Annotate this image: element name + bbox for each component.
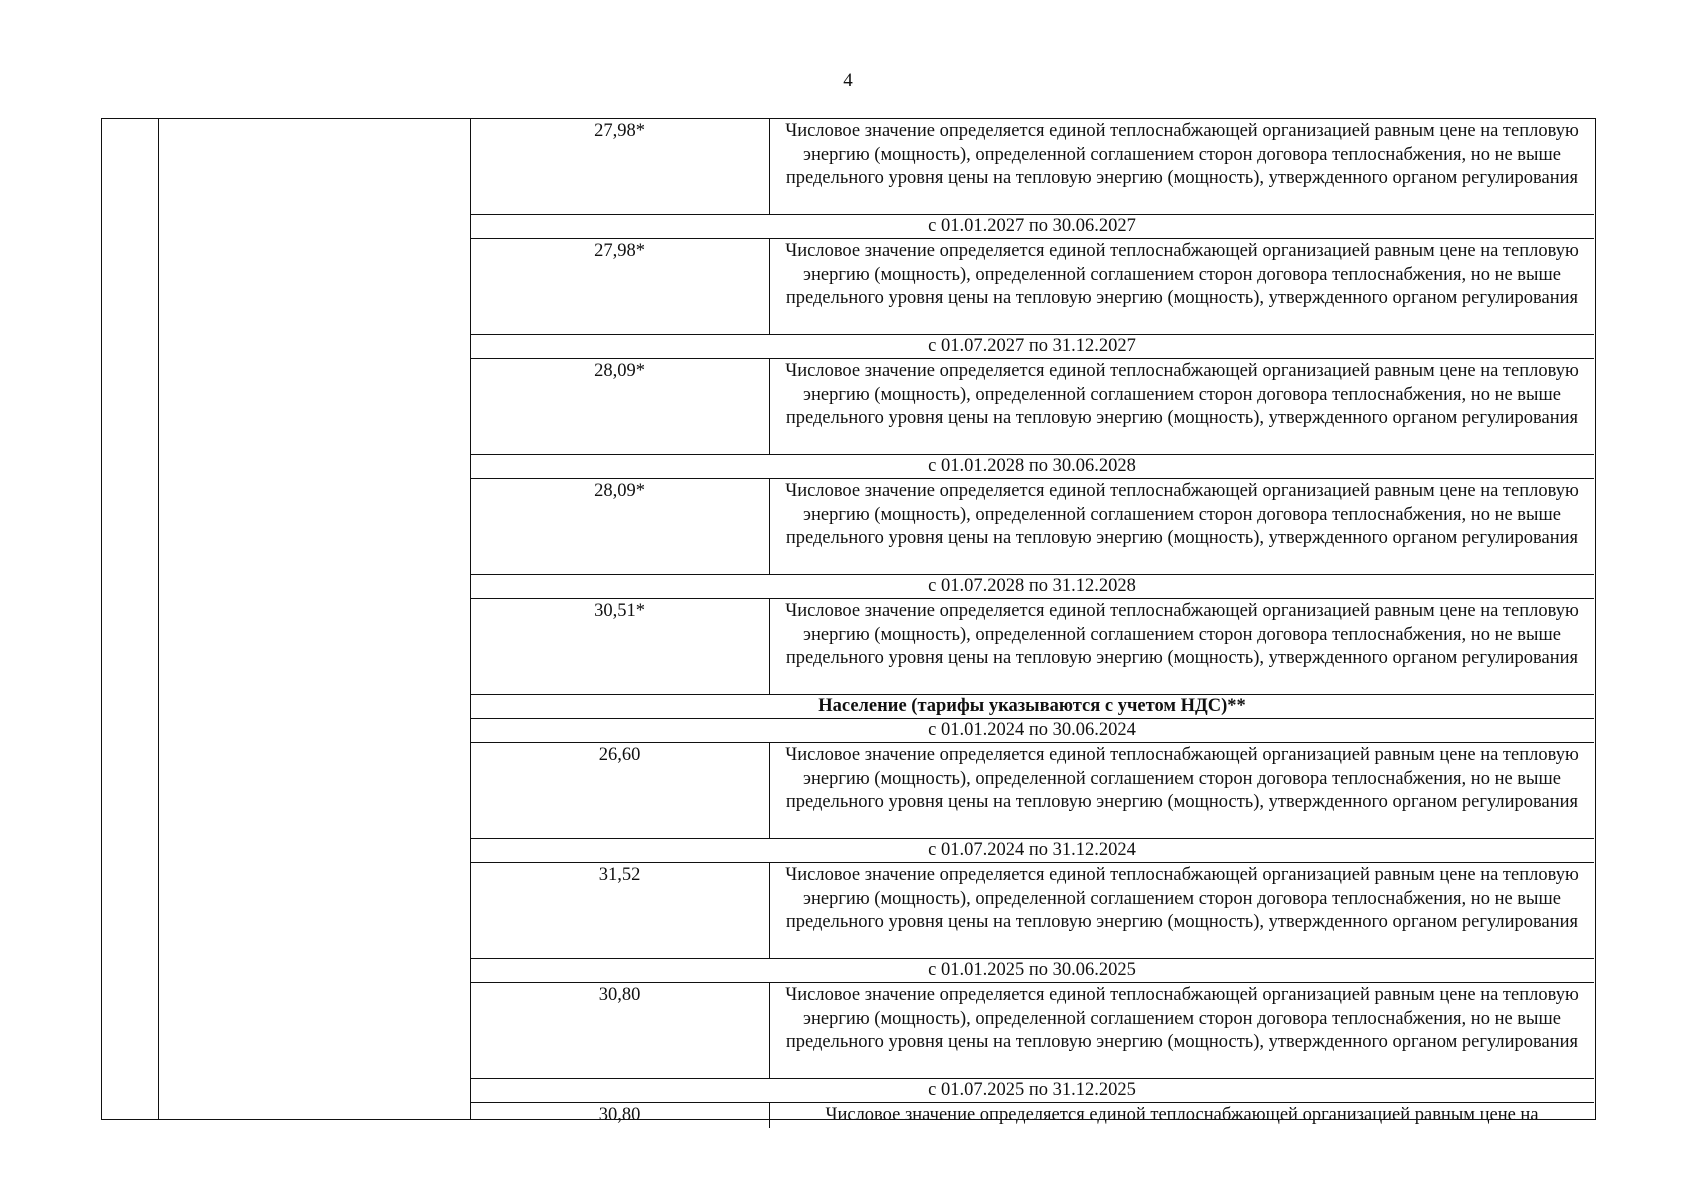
page-number: 4	[843, 70, 853, 91]
table-row	[470, 119, 1594, 215]
price-cell: 28,09*	[470, 479, 770, 574]
table-row	[470, 239, 1594, 335]
period-row: с 01.01.2027 по 30.06.2027	[470, 215, 1594, 239]
description-cell: Числовое значение определяется единой теплоснабжающей организацией равным цене на тепловую энергию (мощность), определенной соглашением сторон договора теплоснабжения, но не выше предельного уровня цены на тепловую энергию (мощность), утвержденного органом регулирования	[785, 745, 1579, 812]
period-row: с 01.07.2024 по 31.12.2024	[470, 839, 1594, 863]
section-header: Население (тарифы указываются с учетом НДС)**	[470, 695, 1594, 719]
description-cell: Числовое значение определяется единой теплоснабжающей организацией равным цене на тепловую энергию (мощность), определенной соглашением сторон договора теплоснабжения, но не выше предельного уровня цены на тепловую энергию (мощность), утвержденного органом регулирования	[785, 601, 1579, 668]
column-divider-1	[158, 119, 159, 1119]
price-cell: 26,60	[470, 743, 770, 838]
price-cell: 30,80	[470, 1103, 770, 1128]
table-rows	[470, 119, 1594, 1128]
table-row	[470, 479, 1594, 575]
period-row: с 01.07.2028 по 31.12.2028	[470, 575, 1594, 599]
table-row	[470, 599, 1594, 695]
price-cell: 31,52	[470, 863, 770, 958]
period-row: с 01.07.2025 по 31.12.2025	[470, 1079, 1594, 1103]
table-row	[470, 863, 1594, 959]
description-cell: Числовое значение определяется единой теплоснабжающей организацией равным цене на тепловую энергию (мощность), определенной соглашением сторон договора теплоснабжения, но не выше предельного уровня цены на тепловую энергию (мощность), утвержденного органом регулирования	[785, 121, 1579, 188]
description-cell: Числовое значение определяется единой теплоснабжающей организацией равным цене на тепловую энергию (мощность), определенной соглашением сторон договора теплоснабжения, но не выше предельного уровня цены на тепловую энергию (мощность), утвержденного органом регулирования	[785, 241, 1579, 308]
table-row	[470, 983, 1594, 1079]
table-row	[470, 359, 1594, 455]
description-cell: Числовое значение определяется единой теплоснабжающей организацией равным цене на	[825, 1105, 1539, 1125]
description-cell: Числовое значение определяется единой теплоснабжающей организацией равным цене на тепловую энергию (мощность), определенной соглашением сторон договора теплоснабжения, но не выше предельного уровня цены на тепловую энергию (мощность), утвержденного органом регулирования	[785, 985, 1579, 1052]
table-row	[470, 1103, 1594, 1128]
description-cell: Числовое значение определяется единой теплоснабжающей организацией равным цене на тепловую энергию (мощность), определенной соглашением сторон договора теплоснабжения, но не выше предельного уровня цены на тепловую энергию (мощность), утвержденного органом регулирования	[785, 865, 1579, 932]
price-cell: 27,98*	[470, 239, 770, 334]
period-row: с 01.01.2024 по 30.06.2024	[470, 719, 1594, 743]
description-cell: Числовое значение определяется единой теплоснабжающей организацией равным цене на тепловую энергию (мощность), определенной соглашением сторон договора теплоснабжения, но не выше предельного уровня цены на тепловую энергию (мощность), утвержденного органом регулирования	[785, 361, 1579, 428]
price-cell: 30,80	[470, 983, 770, 1078]
table-row	[470, 743, 1594, 839]
price-cell: 27,98*	[470, 119, 770, 214]
period-row: с 01.01.2025 по 30.06.2025	[470, 959, 1594, 983]
tariff-table	[101, 118, 1596, 1125]
period-row: с 01.01.2028 по 30.06.2028	[470, 455, 1594, 479]
price-cell: 30,51*	[470, 599, 770, 694]
period-row: с 01.07.2027 по 31.12.2027	[470, 335, 1594, 359]
description-cell: Числовое значение определяется единой теплоснабжающей организацией равным цене на тепловую энергию (мощность), определенной соглашением сторон договора теплоснабжения, но не выше предельного уровня цены на тепловую энергию (мощность), утвержденного органом регулирования	[785, 481, 1579, 548]
price-cell: 28,09*	[470, 359, 770, 454]
